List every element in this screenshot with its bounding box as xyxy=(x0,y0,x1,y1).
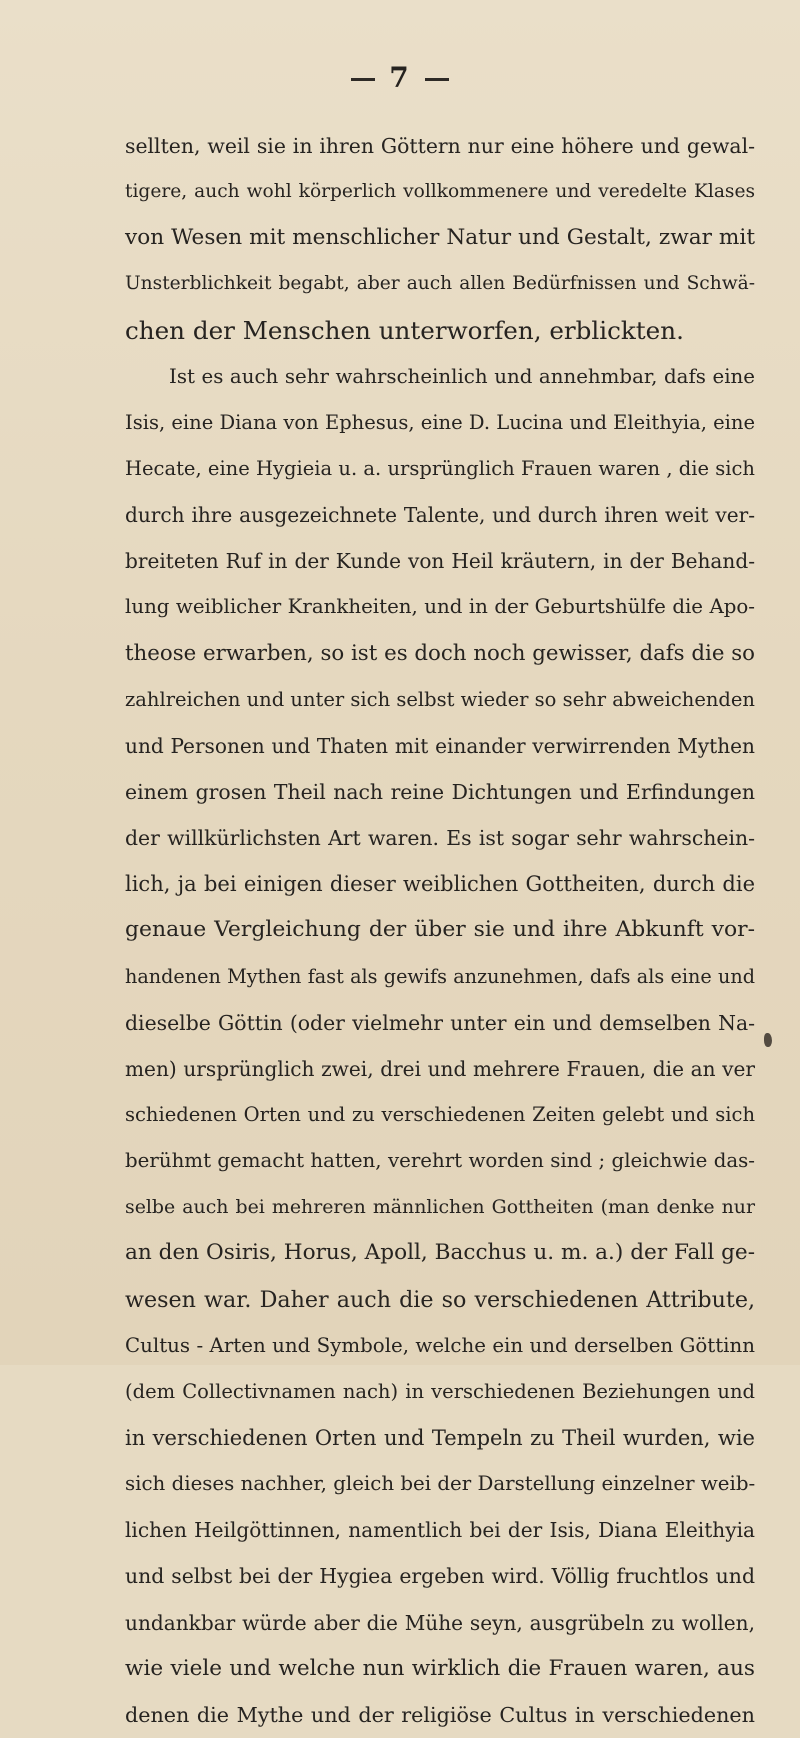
text-line: dieselbe Göttin (oder vielmehr unter ein und demselben Na- xyxy=(125,1010,755,1035)
text-line: einem grosen Theil nach reine Dichtungen und Erfindungen xyxy=(125,779,755,804)
text-line: berühmt gemacht hatten, verehrt worden sind ; gleichwie das- xyxy=(125,1149,755,1173)
header-dash-left xyxy=(351,78,375,81)
page-number: 7 xyxy=(389,61,411,94)
text-line: sellten, weil sie in ihren Göttern nur eine höhere und gewal- xyxy=(125,134,755,158)
text-line: Cultus - Arten und Symbole, welche ein und derselben Göttinn xyxy=(125,1333,755,1357)
text-line: selbe auch bei mehreren männlichen Gottheiten (man denke nur xyxy=(125,1196,755,1219)
text-line: und Personen und Thaten mit einander verwirrenden Mythen xyxy=(125,733,755,758)
text-line: chen der Menschen unterworfen, erblickten. xyxy=(125,315,684,345)
text-line: wie viele und welche nun wirklich die Frauen waren, aus xyxy=(125,1655,755,1681)
page-header xyxy=(0,61,800,94)
text-line: undankbar würde aber die Mühe seyn, ausgrübeln zu wollen, xyxy=(125,1610,755,1635)
text-line: durch ihre ausgezeichnete Talente, und durch ihren weit ver- xyxy=(125,503,755,528)
text-line: theose erwarben, so ist es doch noch gewisser, dafs die so xyxy=(125,640,755,666)
text-line: Hecate, eine Hygieia u. a. ursprünglich Frauen waren , die sich xyxy=(125,456,755,480)
text-line: men) ursprünglich zwei, drei und mehrere Frauen, die an ver xyxy=(125,1056,755,1081)
text-line: lung weiblicher Krankheiten, und in der Geburtshülfe die Apo- xyxy=(125,595,755,619)
text-line: sich dieses nachher, gleich bei der Darstellung einzelner weib- xyxy=(125,1472,756,1496)
text-line: wesen war. Daher auch die so verschiedenen Attribute, xyxy=(125,1286,755,1313)
body-text xyxy=(125,123,755,1738)
text-line: der willkürlichsten Art waren. Es ist sogar sehr wahrschein- xyxy=(125,826,755,851)
text-line: denen die Mythe und der religiöse Cultus in verschiedenen xyxy=(125,1702,755,1727)
header-dash-right xyxy=(425,78,449,81)
text-line: Unsterblichkeit begabt, aber auch allen Bedürfnissen und Schwä- xyxy=(125,273,755,295)
text-line: (dem Collectivnamen nach) in verschiedenen Beziehungen und xyxy=(125,1379,755,1403)
text-line: in verschiedenen Orten und Tempeln zu Theil wurden, wie xyxy=(125,1425,755,1450)
text-line: lichen Heilgöttinnen, namentlich bei der Isis, Diana Eleithyia xyxy=(125,1518,755,1543)
text-line-paragraph-start: Ist es auch sehr wahrscheinlich und annehmbar, dafs eine xyxy=(169,364,755,388)
text-line: an den Osiris, Horus, Apoll, Bacchus u. m. a.) der Fall ge- xyxy=(125,1240,755,1266)
text-line: zahlreichen und unter sich selbst wieder so sehr abweichenden xyxy=(125,687,755,711)
text-line: von Wesen mit menschlicher Natur und Gestalt, zwar mit xyxy=(125,225,755,251)
text-line: lich, ja bei einigen dieser weiblichen Gottheiten, durch die xyxy=(125,872,755,897)
text-line: Isis, eine Diana von Ephesus, eine D. Lucina und Eleithyia, eine xyxy=(125,410,755,434)
text-line: schiedenen Orten und zu verschiedenen Zeiten gelebt und sich xyxy=(125,1102,755,1126)
text-line: tigere, auch wohl körperlich vollkommenere und veredelte Klases xyxy=(125,181,755,203)
text-line: und selbst bei der Hygiea ergeben wird. Völlig fruchtlos und xyxy=(125,1564,755,1589)
ink-blot-mark xyxy=(764,1033,772,1047)
text-line: handenen Mythen fast als gewifs anzunehmen, dafs als eine und xyxy=(125,964,755,988)
text-line: genaue Vergleichung der über sie und ihre Abkunft vor- xyxy=(125,917,755,943)
text-line: breiteten Ruf in der Kunde von Heil kräutern, in der Behand- xyxy=(125,549,755,574)
